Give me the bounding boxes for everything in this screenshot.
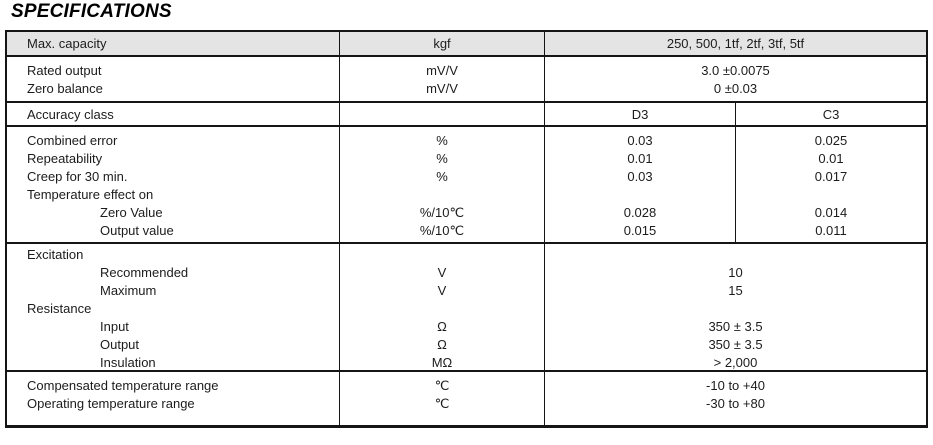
accuracy-param-col: [7, 103, 339, 125]
rated-value-col: [544, 57, 926, 101]
value-compensated-temp-range: -10 to +40: [706, 378, 765, 393]
unit-zero-value: %/10℃: [419, 205, 465, 220]
section-accuracy-class: [7, 101, 926, 125]
unit-combined-error: %: [436, 133, 448, 148]
param-output-value: Output value: [100, 223, 174, 238]
unit-input: Ω: [437, 319, 447, 334]
table-header-row: [7, 32, 926, 55]
unit-excitation: [340, 246, 544, 264]
param-operating-temp-range: Operating temperature range: [27, 396, 195, 411]
electrical-unit-col: [339, 244, 544, 370]
c3-repeatability: 0.01: [818, 151, 844, 166]
c3-creep: 0.017: [814, 169, 848, 184]
c3-temperature-effect: [736, 186, 926, 204]
label-class-c3: C3: [822, 107, 840, 122]
accuracy-unit-col: [339, 103, 544, 125]
temp-param-col: [7, 372, 339, 425]
param-repeatability: Repeatability: [27, 151, 103, 166]
value-output: 350 ± 3.5: [708, 337, 763, 352]
errors-d3-col: [544, 127, 735, 242]
param-recommended: Recommended: [100, 265, 189, 280]
unit-maximum: V: [437, 283, 447, 298]
unit-repeatability: %: [436, 151, 448, 166]
d3-repeatability: 0.01: [627, 151, 653, 166]
accuracy-d3-col: [544, 103, 735, 125]
param-combined-error: Combined error: [27, 133, 118, 148]
errors-param-col: [7, 127, 339, 242]
section-temperature-range: [7, 370, 926, 425]
electrical-param-col: [7, 244, 339, 370]
d3-temperature-effect: [545, 186, 735, 204]
value-resistance: [545, 300, 926, 318]
errors-unit-col: [339, 127, 544, 242]
section-electrical-specs: [7, 242, 926, 370]
c3-output-value: 0.011: [815, 223, 847, 238]
param-maximum: Maximum: [100, 283, 157, 298]
value-rated-output: 3.0 ±0.0075: [701, 63, 770, 78]
param-accuracy-class: Accuracy class: [27, 107, 114, 122]
value-maximum: 15: [728, 283, 743, 298]
c3-combined-error: 0.025: [814, 133, 848, 148]
unit-creep: %: [436, 169, 448, 184]
header-unit-col: [339, 32, 544, 55]
temp-unit-col: [339, 372, 544, 425]
unit-output-value: %/10℃: [419, 223, 465, 238]
header-value-col: [544, 32, 926, 55]
unit-zero-balance: mV/V: [426, 81, 458, 96]
value-zero-balance: 0 ±0.03: [713, 81, 758, 96]
value-input: 350 ± 3.5: [708, 319, 763, 334]
value-excitation: [545, 246, 926, 264]
param-creep: Creep for 30 min.: [27, 169, 128, 184]
d3-zero-value: 0.028: [623, 205, 657, 220]
section-rated-output: [7, 55, 926, 101]
accuracy-c3-col: [735, 103, 926, 125]
param-rated-output: Rated output: [27, 63, 102, 78]
d3-creep: 0.03: [627, 169, 653, 184]
value-recommended: 10: [728, 265, 743, 280]
param-compensated-temp-range: Compensated temperature range: [27, 378, 219, 393]
unit-rated-output: mV/V: [426, 63, 458, 78]
header-capacity-values: 250, 500, 1tf, 2tf, 3tf, 5tf: [666, 36, 805, 51]
unit-resistance: [340, 300, 544, 318]
unit-operating-temp-range: ℃: [434, 396, 450, 411]
d3-combined-error: 0.03: [627, 133, 653, 148]
value-insulation: > 2,000: [713, 355, 758, 370]
param-output: Output: [100, 337, 140, 352]
rated-unit-col: [339, 57, 544, 101]
specifications-table: [5, 30, 928, 428]
section-error-specs: [7, 125, 926, 242]
header-unit-kgf: kgf: [433, 36, 451, 51]
label-class-d3: D3: [631, 107, 649, 122]
param-input: Input: [100, 319, 129, 334]
param-zero-balance: Zero balance: [27, 81, 103, 96]
unit-output: Ω: [437, 337, 447, 352]
unit-temperature-effect: [340, 186, 544, 204]
param-resistance: Resistance: [27, 301, 92, 316]
header-param-col: [7, 32, 339, 55]
unit-insulation: MΩ: [431, 355, 453, 370]
unit-recommended: V: [437, 265, 447, 280]
unit-compensated-temp-range: ℃: [434, 378, 450, 393]
unit-accuracy-class: [340, 103, 544, 127]
d3-output-value: 0.015: [623, 223, 657, 238]
param-insulation: Insulation: [100, 355, 156, 370]
param-zero-value: Zero Value: [100, 205, 163, 220]
page-title: SPECIFICATIONS: [11, 1, 172, 22]
errors-c3-col: [735, 127, 926, 242]
value-operating-temp-range: -30 to +80: [706, 396, 765, 411]
param-excitation: Excitation: [27, 247, 84, 262]
temp-value-col: [544, 372, 926, 425]
header-max-capacity: Max. capacity: [27, 36, 107, 51]
electrical-value-col: [544, 244, 926, 370]
c3-zero-value: 0.014: [814, 205, 848, 220]
rated-param-col: [7, 57, 339, 101]
param-temperature-effect: Temperature effect on: [27, 187, 154, 202]
